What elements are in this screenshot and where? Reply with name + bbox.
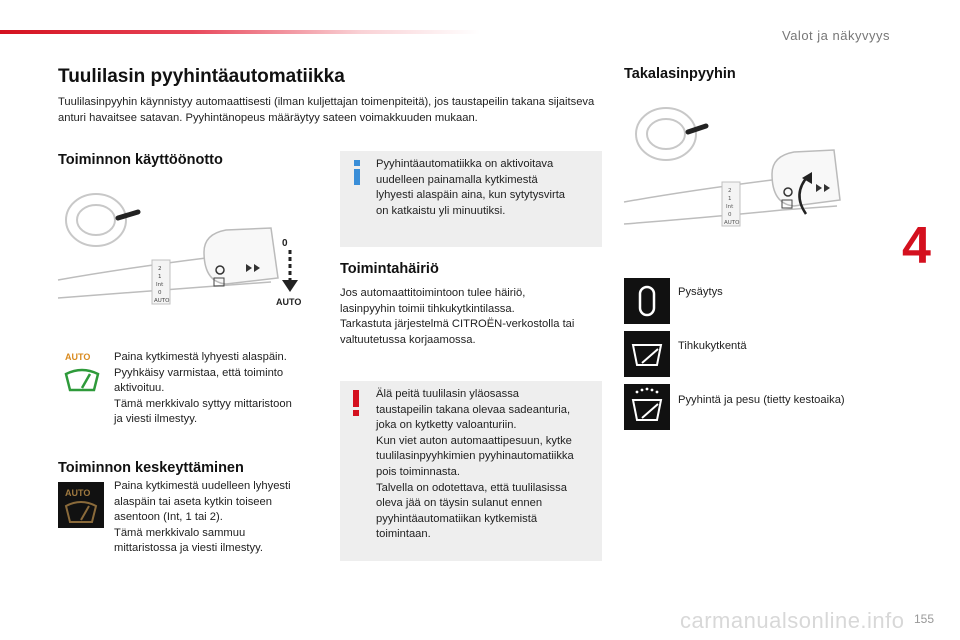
rear-wiper-heading: Takalasinpyyhin (624, 66, 736, 82)
page-number: 155 (914, 612, 935, 626)
svg-text:AUTO: AUTO (724, 220, 740, 226)
deactivation-text: Paina kytkimestä uudelleen lyhyesti alaspäin tai aseta kytkin toiseen asentoon (Int, 1 tai 2). Tämä merkkivalo sammuu mittaristossa ja viesti ilmestyy. (114, 480, 291, 555)
svg-text:1: 1 (158, 274, 162, 280)
page-title: Tuulilasin pyyhintäautomatiikka (58, 66, 345, 87)
windshield-wiper-icon (60, 364, 104, 394)
svg-text:0: 0 (728, 212, 732, 218)
info-icon (352, 160, 362, 186)
fault-heading: Toimintahäiriö (340, 261, 439, 277)
stop-ring-icon (624, 278, 670, 324)
section-title: Valot ja näkyvyys (782, 28, 890, 43)
stalk-position-label-bottom: AUTO (276, 297, 302, 307)
fault-text: Jos automaattitoimintoon tulee häiriö, lasinpyyhin toimii tihkukytkintilassa. Tarkastuta järjestelmä CITROËN-verkostolla tai valtuutetussa korjaamossa. (340, 287, 575, 346)
wiper-stalk-illustration-front (56, 190, 306, 320)
warning-note-text: Älä peitä tuulilasin yläosassa taustapeilin takana olevaa sadeanturia, joka on kytketty valoanturiin. Kun viet auton automaattipesuun, kytke tuulilasinpyyhkimien pyyhinautomatiikka pois toiminnasta. Talvella on odotettava, että tuulilasissa oleva jää on täysin sulanut ennen pyyhintäautomatiikan kytkemistä toimintaan. (376, 388, 574, 541)
warning-icon (351, 390, 361, 416)
windshield-wiper-icon (58, 498, 104, 528)
activation-text: Paina kytkimestä lyhyesti alaspäin. Pyyhkäisy varmistaa, että toiminto aktivoituu. Tämä merkkivalo syttyy mittaristoon ja viesti ilmestyy. (114, 351, 292, 426)
legend-intermittent-label: Tihkukytkentä (678, 340, 747, 352)
legend-wipe-wash-label: Pyyhintä ja pesu (tietty kestoaika) (678, 394, 845, 406)
chapter-number: 4 (902, 217, 931, 275)
svg-text:1: 1 (728, 196, 732, 202)
watermark: carmanualsonline.info (680, 608, 905, 633)
deactivation-heading: Toiminnon keskeyttäminen (58, 460, 244, 476)
wiper-stalk-illustration-rear (622, 102, 852, 242)
auto-wiper-off-text: AUTO (65, 488, 91, 498)
svg-text:2: 2 (158, 266, 162, 272)
wipe-wash-icon (624, 384, 670, 430)
svg-text:2: 2 (728, 188, 732, 194)
header-accent-bar (0, 30, 480, 34)
intermittent-wipe-icon (624, 331, 670, 377)
auto-wiper-on-text: AUTO (65, 352, 91, 362)
auto-wiper-on-icon (60, 348, 104, 394)
svg-text:AUTO: AUTO (154, 298, 170, 304)
svg-text:Int: Int (156, 282, 164, 288)
svg-text:0: 0 (158, 290, 162, 296)
info-note-text: Pyyhintäautomatiikka on aktivoitava uudelleen painamalla kytkimestä lyhyesti alaspäin aina, kun sytytysvirta on katkaistu yli minuutiksi. (376, 158, 566, 217)
stalk-position-label-top: 0 (282, 238, 288, 249)
auto-wiper-off-icon (58, 482, 104, 528)
intro-paragraph: Tuulilasinpyyhin käynnistyy automaattisesti (ilman kuljettajan toimenpiteitä), jos taustapeilin takana sijaitseva anturi havaitsee satavan. Pyyhintänopeus määräytyy sateen voimakkuuden mukaan. (58, 96, 595, 124)
activation-heading: Toiminnon käyttöönotto (58, 152, 223, 168)
legend-stop-label: Pysäytys (678, 286, 723, 298)
svg-text:Int: Int (726, 204, 734, 210)
